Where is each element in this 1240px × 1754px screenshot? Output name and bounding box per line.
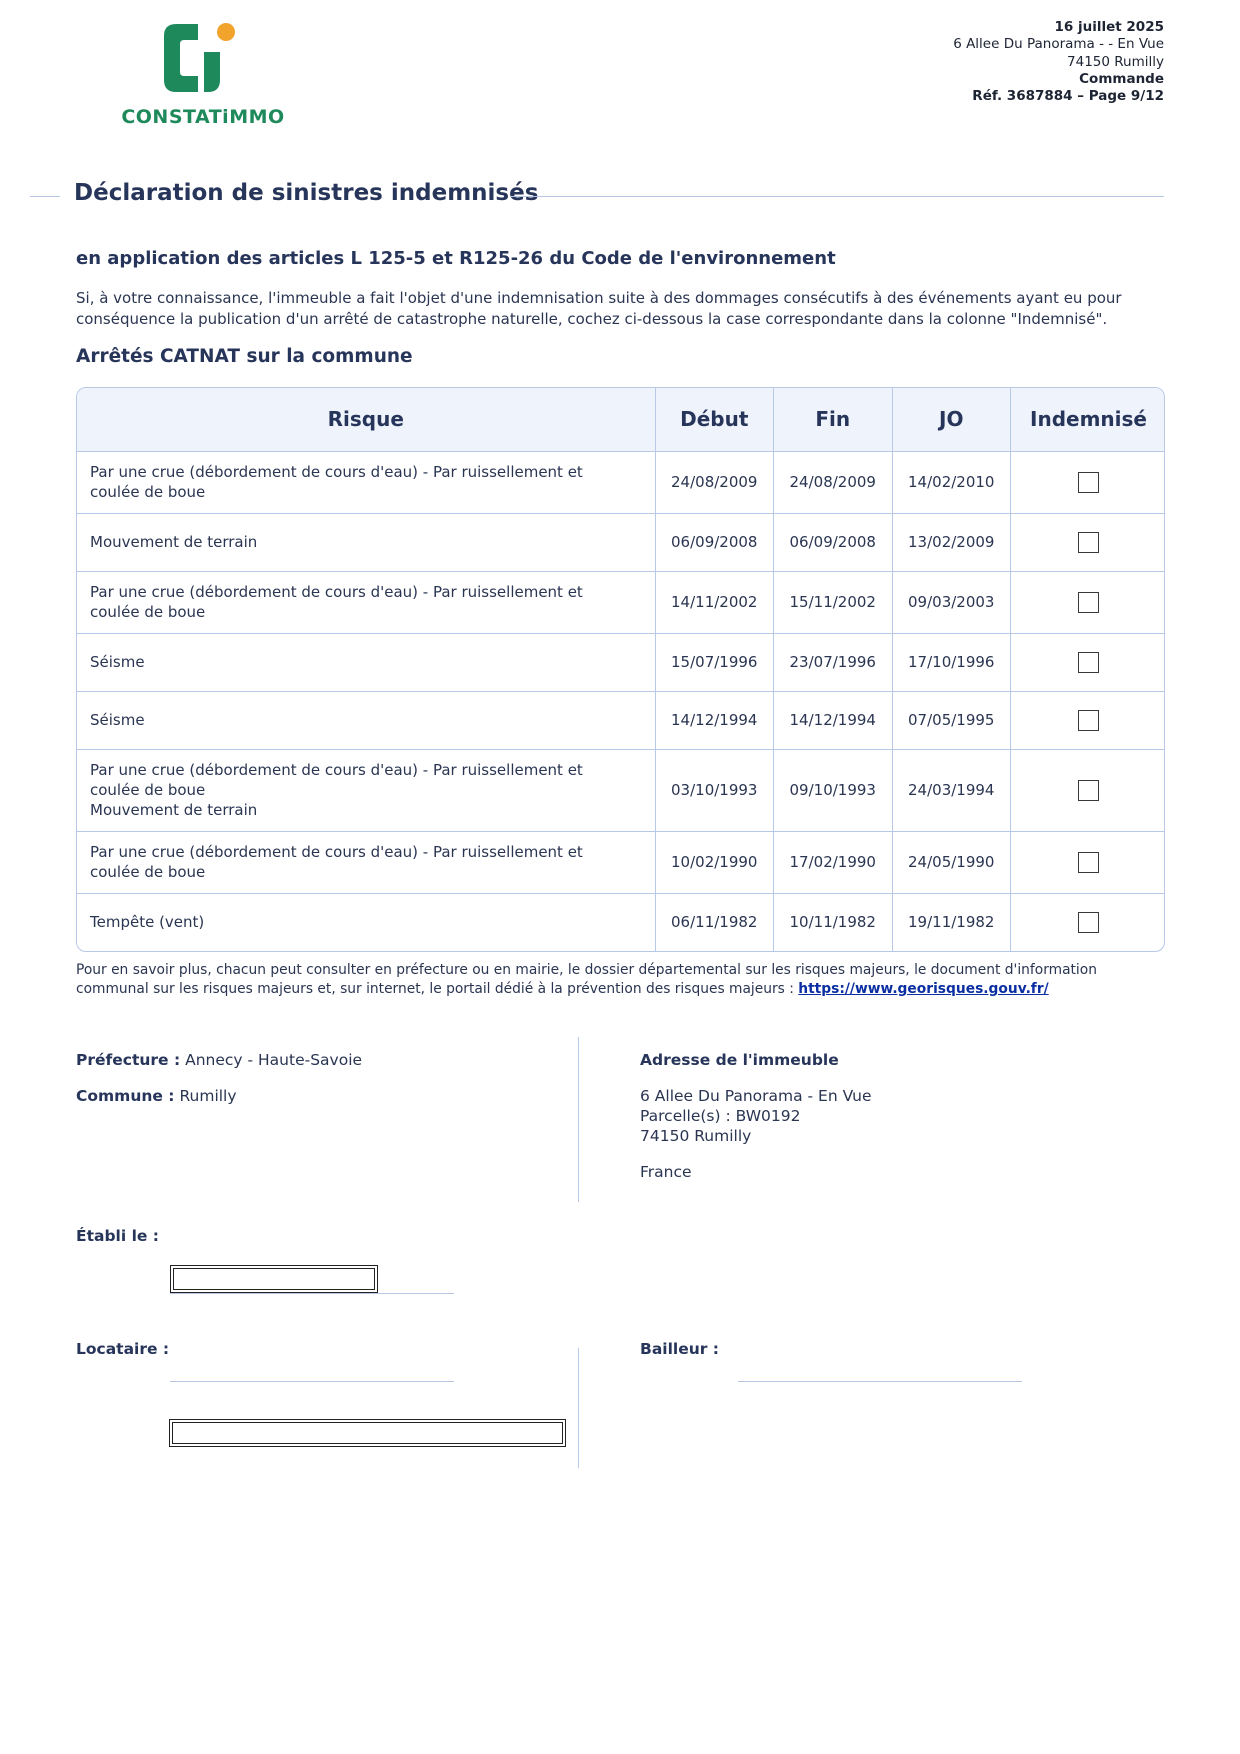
locataire-label: Locataire : [76, 1340, 170, 1358]
cell-jo: 17/10/1996 [892, 633, 1011, 691]
cell-fin: 24/08/2009 [774, 451, 893, 513]
cell-fin: 06/09/2008 [774, 513, 893, 571]
subtitle: en application des articles L 125-5 et R125-26 du Code de l'environnement [76, 248, 836, 269]
table-row [77, 831, 1165, 893]
risk-line: coulée de boue [90, 863, 206, 881]
constatimmo-logo [118, 20, 288, 130]
cell-risque [77, 451, 655, 513]
risk-line: coulée de boue [90, 603, 206, 621]
indemnise-checkbox[interactable] [1078, 710, 1099, 731]
logo-mark-icon [164, 22, 246, 94]
indemnise-checkbox[interactable] [1078, 912, 1099, 933]
header-debut: Début [655, 388, 774, 451]
cell-risque [77, 633, 655, 691]
table-body [77, 451, 1165, 951]
section-title: Déclaration de sinistres indemnisés [74, 180, 539, 206]
bailleur-underline [738, 1381, 1022, 1382]
table-row [77, 691, 1165, 749]
title-rule-left [30, 196, 60, 197]
cell-jo: 09/03/2003 [892, 571, 1011, 633]
commune-label: Commune : [76, 1087, 175, 1105]
section-title-row [30, 180, 1164, 212]
locataire-underline [170, 1381, 454, 1382]
logo-text: CONSTATiMMO [121, 106, 285, 128]
header-indemnise: Indemnisé [1011, 388, 1166, 451]
risk-line: Par une crue (débordement de cours d'eau) - Par ruissellement et [90, 761, 583, 779]
footnote [76, 961, 1166, 999]
cell-jo: 24/05/1990 [892, 831, 1011, 893]
cell-indemnise [1011, 451, 1166, 513]
cell-risque [77, 893, 655, 951]
indemnise-checkbox[interactable] [1078, 852, 1099, 873]
risk-line: coulée de boue [90, 483, 206, 501]
footnote-text: Pour en savoir plus, chacun peut consulter en préfecture ou en mairie, le dossier départemental sur les risques majeurs, le document d'information communal sur les risques majeurs et, sur internet, le portail dédié à la prévention des risques majeurs : [76, 962, 1097, 997]
georisques-link[interactable]: https://www.georisques.gouv.fr/ [798, 981, 1049, 997]
adresse-line2: Parcelle(s) : BW0192 [640, 1107, 801, 1125]
adresse-lines [640, 1086, 872, 1146]
risk-line: coulée de boue [90, 781, 206, 799]
risk-line: Séisme [90, 711, 145, 729]
cell-risque [77, 749, 655, 831]
header-risque: Risque [77, 388, 655, 451]
cell-debut: 03/10/1993 [655, 749, 774, 831]
header-info [953, 19, 1164, 105]
cell-risque [77, 831, 655, 893]
intro-paragraph: Si, à votre connaissance, l'immeuble a fait l'objet d'une indemnisation suite à des dommages consécutifs à des événements ayant eu pour conséquence la publication d'un arrêté de catastrophe naturelle, cochez ci-dessous la case correspondante dans la colonne "Indemnisé". [76, 289, 1122, 328]
prefecture-value: Annecy - Haute-Savoie [185, 1051, 363, 1069]
cell-indemnise [1011, 691, 1166, 749]
risk-line: Tempête (vent) [90, 913, 205, 932]
commune-value: Rumilly [179, 1087, 237, 1105]
header-commande: Commande [1079, 70, 1164, 87]
risk-line: Mouvement de terrain [90, 533, 258, 551]
cell-debut: 15/07/1996 [655, 633, 774, 691]
etabli-label: Établi le : [76, 1227, 159, 1245]
arretes-title: Arrêtés CATNAT sur la commune [76, 346, 413, 367]
table-row [77, 749, 1165, 831]
etabli-input[interactable] [170, 1265, 378, 1293]
cell-fin: 09/10/1993 [774, 749, 893, 831]
cell-debut: 14/11/2002 [655, 571, 774, 633]
cell-indemnise [1011, 893, 1166, 951]
cell-indemnise [1011, 749, 1166, 831]
cell-jo: 07/05/1995 [892, 691, 1011, 749]
title-rule-right [510, 196, 1164, 197]
header-address-line1: 6 Allee Du Panorama - - En Vue [953, 36, 1164, 53]
cell-indemnise [1011, 513, 1166, 571]
cell-risque [77, 571, 655, 633]
locataire-input[interactable] [169, 1419, 566, 1447]
risk-line: Mouvement de terrain [90, 801, 258, 819]
cell-debut: 14/12/1994 [655, 691, 774, 749]
bailleur-label: Bailleur : [640, 1340, 719, 1358]
signature-divider [578, 1348, 579, 1468]
cell-fin: 23/07/1996 [774, 633, 893, 691]
cell-debut: 10/02/1990 [655, 831, 774, 893]
cell-indemnise [1011, 831, 1166, 893]
table-row [77, 513, 1165, 571]
indemnise-checkbox[interactable] [1078, 532, 1099, 553]
catnat-table [76, 387, 1165, 952]
prefecture-line [76, 1050, 362, 1070]
cell-debut: 24/08/2009 [655, 451, 774, 513]
adresse-title: Adresse de l'immeuble [640, 1051, 839, 1069]
cell-jo: 19/11/1982 [892, 893, 1011, 951]
info-left [76, 1050, 362, 1122]
cell-fin: 15/11/2002 [774, 571, 893, 633]
indemnise-checkbox[interactable] [1078, 780, 1099, 801]
cell-fin: 10/11/1982 [774, 893, 893, 951]
risk-line: Séisme [90, 653, 145, 671]
info-right [640, 1050, 872, 1182]
indemnise-checkbox[interactable] [1078, 472, 1099, 493]
info-divider [578, 1037, 579, 1202]
risk-line: Par une crue (débordement de cours d'eau) - Par ruissellement et [90, 583, 583, 601]
adresse-line3: 74150 Rumilly [640, 1127, 752, 1145]
cell-indemnise [1011, 633, 1166, 691]
cell-risque [77, 513, 655, 571]
etabli-underline [170, 1293, 454, 1294]
indemnise-checkbox[interactable] [1078, 592, 1099, 613]
cell-debut: 06/09/2008 [655, 513, 774, 571]
cell-fin: 14/12/1994 [774, 691, 893, 749]
risk-line: Par une crue (débordement de cours d'eau) - Par ruissellement et [90, 463, 583, 481]
header-date: 16 juillet 2025 [1054, 19, 1164, 35]
cell-fin: 17/02/1990 [774, 831, 893, 893]
table-row [77, 571, 1165, 633]
table-header-row [77, 388, 1165, 451]
cell-jo: 24/03/1994 [892, 749, 1011, 831]
indemnise-checkbox[interactable] [1078, 652, 1099, 673]
cell-debut: 06/11/1982 [655, 893, 774, 951]
adresse-line1: 6 Allee Du Panorama - En Vue [640, 1087, 872, 1105]
prefecture-label: Préfecture : [76, 1051, 181, 1069]
cell-indemnise [1011, 571, 1166, 633]
header-reference: Réf. 3687884 – Page 9/12 [972, 88, 1164, 105]
risk-line: Par une crue (débordement de cours d'eau) - Par ruissellement et [90, 843, 583, 861]
cell-risque [77, 691, 655, 749]
table-row [77, 451, 1165, 513]
cell-jo: 14/02/2010 [892, 451, 1011, 513]
header-fin: Fin [774, 388, 893, 451]
commune-line [76, 1086, 362, 1106]
header-address-line2: 74150 Rumilly [1067, 53, 1164, 70]
table-row [77, 633, 1165, 691]
cell-jo: 13/02/2009 [892, 513, 1011, 571]
adresse-country: France [640, 1163, 692, 1181]
table-row [77, 893, 1165, 951]
header-jo: JO [892, 388, 1011, 451]
